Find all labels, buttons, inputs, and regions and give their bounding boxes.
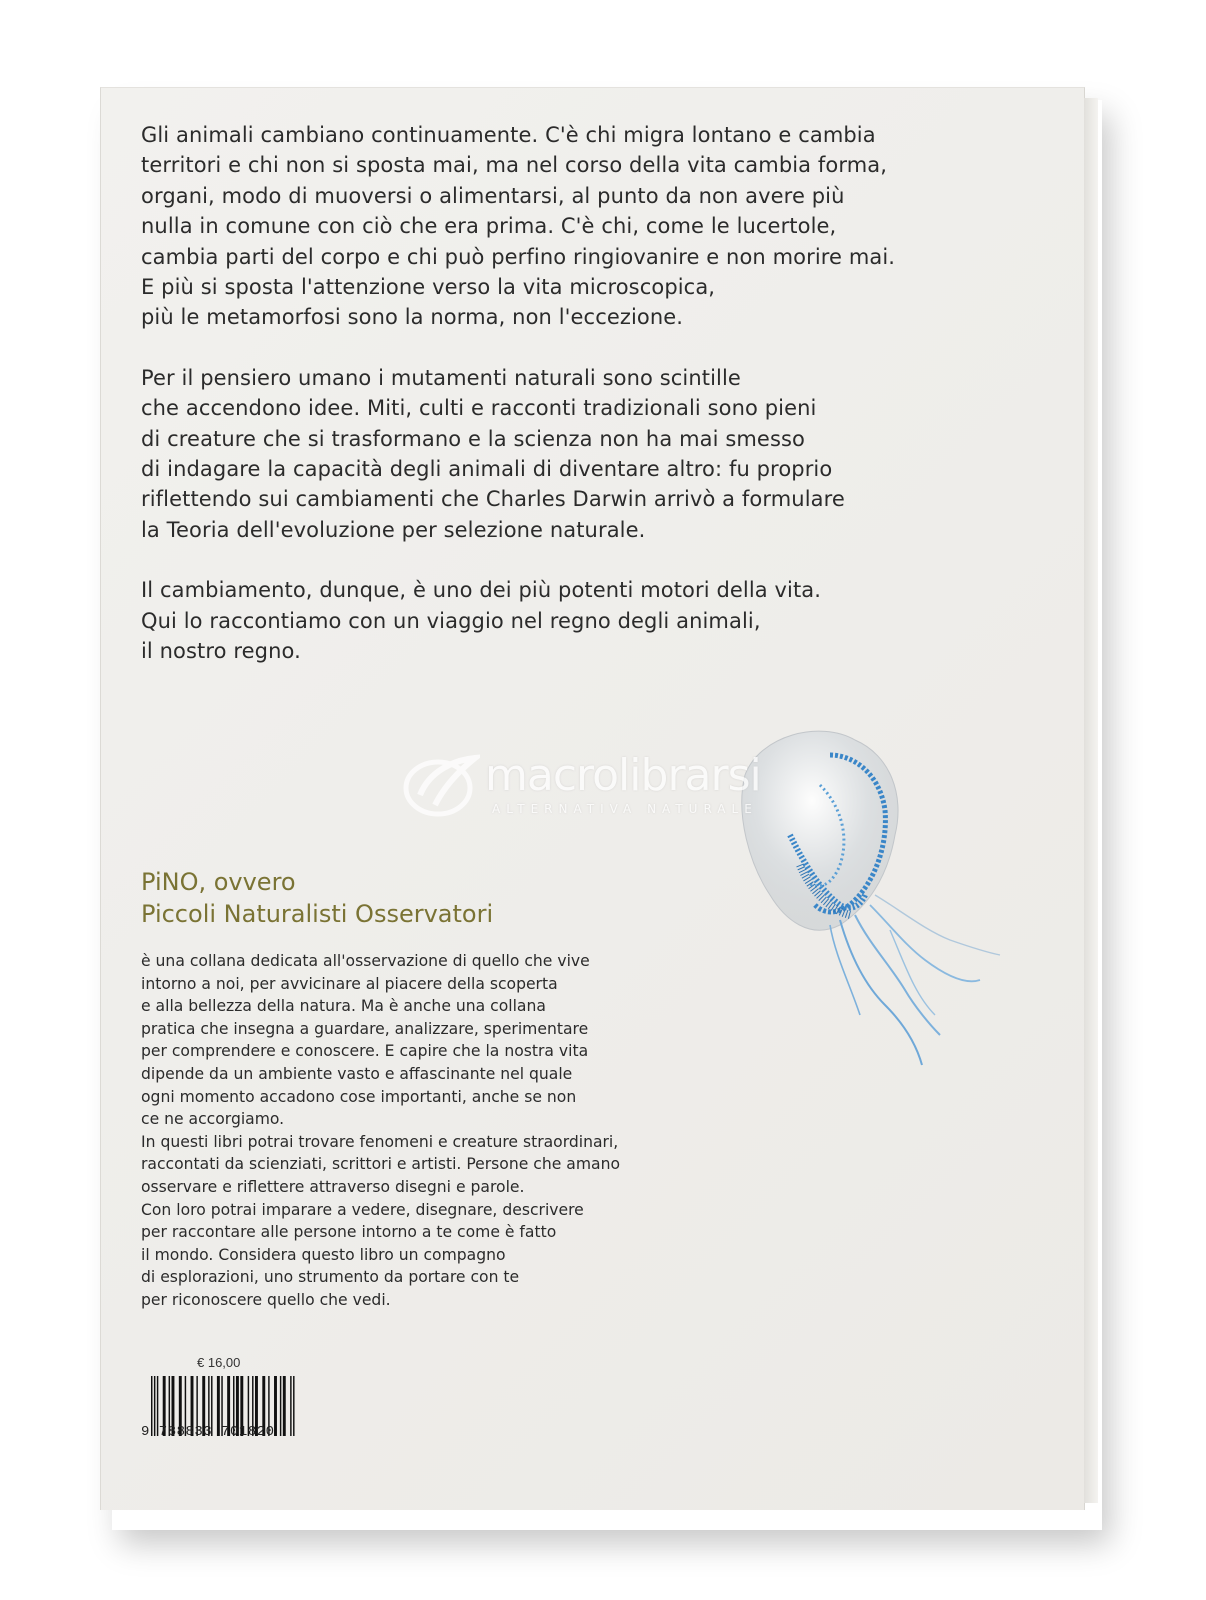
watermark-tagline: ALTERNATIVA NATURALE [492, 802, 758, 816]
text-line: Gli animali cambiano continuamente. C'è chi migra lontano e cambia [141, 123, 876, 147]
intro-paragraph-3 [141, 575, 901, 666]
text-line: per raccontare alle persone intorno a te come è fatto [141, 1223, 557, 1242]
text-line: che accendono idee. Miti, culti e racconti tradizionali sono pieni [141, 396, 817, 421]
text-line: il nostro regno. [141, 639, 301, 664]
text-line: nulla in comune con ciò che era prima. C'è chi, come le lucertole, [141, 214, 837, 239]
text-line: osservare e riflettere attraverso disegni e parole. [141, 1177, 525, 1196]
text-line: ce ne accorgiamo. [141, 1110, 285, 1129]
barcode-bar [290, 1376, 291, 1436]
text-line: di creature che si trasformano e la scienza non ha mai smesso [141, 426, 805, 451]
text-line: pratica che insegna a guardare, analizzare, sperimentare [141, 1019, 589, 1038]
text-line: organi, modo di muoversi o alimentarsi, al punto da non avere più [141, 183, 845, 208]
text-line: raccontati da scienziati, scrittori e artisti. Persone che amano [141, 1155, 621, 1174]
barcode-bar [280, 1376, 281, 1436]
text-line: E più si sposta l'attenzione verso la vita microscopica, [141, 275, 716, 300]
series-title-line2: Piccoli Naturalisti Osservatori [141, 900, 494, 928]
price-label: € 16,00 [197, 1355, 241, 1370]
text-line: il mondo. Considera questo libro un compagno [141, 1245, 506, 1264]
series-title-line1: PiNO, ovvero [141, 868, 296, 896]
text-line: riflettendo sui cambiamenti che Charles Darwin arrivò a formulare [141, 487, 845, 512]
series-description [141, 950, 621, 1312]
intro-paragraph-1 [141, 120, 901, 333]
text-line: e alla bellezza della natura. Ma è anche una collana [141, 997, 546, 1016]
text-line: di esplorazioni, uno strumento da portare con te [141, 1268, 520, 1287]
text-line: ogni momento accadono cose importanti, anche se non [141, 1087, 577, 1106]
text-line: è una collana dedicata all'osservazione di quello che vive [141, 952, 590, 970]
series-title [141, 866, 493, 930]
page-edge [1084, 98, 1098, 1503]
intro-paragraph-2 [141, 363, 901, 545]
isbn-number: 9 788833 701820 [141, 1424, 275, 1440]
barcode-bar [293, 1376, 294, 1436]
text-line: territori e chi non si sposta mai, ma nel corso della vita cambia forma, [141, 153, 888, 178]
text-line: più le metamorfosi sono la norma, non l'eccezione. [141, 305, 684, 330]
text-line: dipende da un ambiente vasto e affascinante nel quale [141, 1064, 573, 1083]
text-line: cambia parti del corpo e chi può perfino ringiovanire e non morire mai. [141, 244, 896, 269]
text-line: Il cambiamento, dunque, è uno dei più potenti motori della vita. [141, 578, 822, 603]
text-line: Per il pensiero umano i mutamenti naturali sono scintille [141, 365, 741, 390]
text-line: per comprendere e conoscere. E capire che la nostra vita [141, 1042, 589, 1061]
text-line: Qui lo raccontiamo con un viaggio nel regno degli animali, [141, 608, 761, 633]
text-line: intorno a noi, per avvicinare al piacere della scoperta [141, 974, 558, 993]
barcode-bar [283, 1376, 286, 1436]
text-line: per riconoscere quello che vedi. [141, 1290, 391, 1309]
watermark [400, 750, 800, 830]
text-line: In questi libri potrai trovare fenomeni e creature straordinari, [141, 1132, 619, 1151]
text-line: di indagare la capacità degli animali di diventare altro: fu proprio [141, 457, 833, 482]
text-line: la Teoria dell'evoluzione per selezione naturale. [141, 517, 646, 542]
intro-text [141, 120, 901, 697]
text-line: Con loro potrai imparare a vedere, disegnare, descrivere [141, 1200, 584, 1219]
watermark-logo-icon [400, 750, 480, 820]
watermark-brand: macrolibrarsi [485, 750, 761, 801]
